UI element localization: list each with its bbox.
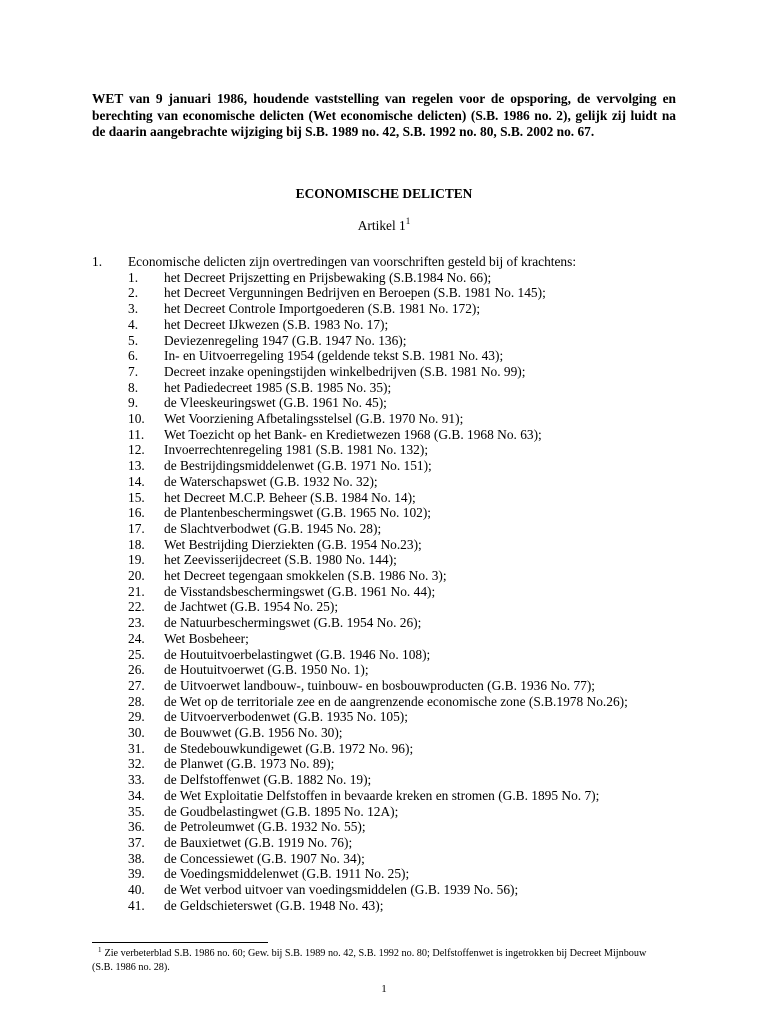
footnote [92,947,652,975]
list-item [128,458,676,474]
list-item-number: 18. [128,536,145,552]
list-item-number: 40. [128,882,145,898]
footnote-reference[interactable]: 1 [405,216,411,226]
list-item-number: 9. [128,395,139,411]
list-item [128,490,676,506]
list-item-text: de Waterschapswet (G.B. 1932 No. 32); [164,473,378,489]
list-item-number: 38. [128,850,145,866]
list-item-text: Invoerrechtenregeling 1981 (S.B. 1981 No. 132); [164,442,429,458]
list-item [128,395,676,411]
list-item-text: de Houtuitvoerbelastingwet (G.B. 1946 No. 108); [164,646,431,662]
list-item [128,427,676,443]
list-item-text: Deviezenregeling 1947 (G.B. 1947 No. 136); [164,332,407,348]
list-item [128,882,676,898]
list-item-text: de Concessiewet (G.B. 1907 No. 34); [164,850,365,866]
list-item [128,285,676,301]
list-item [128,835,676,851]
paragraph-number: 1. [92,254,103,269]
list-item [128,317,676,333]
list-item-number: 25. [128,646,145,662]
list-item-text: het Decreet IJkwezen (S.B. 1983 No. 17); [164,316,389,332]
article-label: Artikel 1 [357,218,406,233]
list-item-text: Decreet inzake openingstijden winkelbedrijven (S.B. 1981 No. 99); [164,363,526,379]
law-intro: WET van 9 januari 1986, houdende vaststelling van regelen voor de opsporing, de vervolging en berechting van economische delicten (Wet economische delicten) (S.B. 1986 no. 2), gelijk zij luidt na de daarin aangebrachte wijziging bij S.B. 1989 no. 42, S.B. 1992 no. 80, S.B. 2002 no. 67. [92,91,676,139]
list-item-text: de Natuurbeschermingswet (G.B. 1954 No. 26); [164,615,422,631]
list-item-number: 27. [128,677,145,693]
list-item-text: de Voedingsmiddelenwet (G.B. 1911 No. 25); [164,866,410,882]
list-item [128,505,676,521]
list-item-text: de Jachtwet (G.B. 1954 No. 25); [164,599,339,615]
list-item-text: de Visstandsbeschermingswet (G.B. 1961 No. 44); [164,583,436,599]
list-item-text: het Decreet Controle Importgoederen (S.B. 1981 No. 172); [164,301,481,317]
list-item [128,678,676,694]
list-item [128,568,676,584]
list-item [128,348,676,364]
list-item-number: 23. [128,615,145,631]
list-item [128,709,676,725]
list-item-text: de Wet Exploitatie Delfstoffen in bevaarde kreken en stromen (G.B. 1895 No. 7); [164,787,600,803]
list-item-text: de Stedebouwkundigewet (G.B. 1972 No. 96); [164,740,414,756]
list-item-number: 41. [128,897,145,913]
list-item [128,851,676,867]
list-item-number: 26. [128,662,145,678]
list-item [128,725,676,741]
list-item-number: 2. [128,285,139,301]
list-item [128,270,676,286]
list-item-text: de Bauxietwet (G.B. 1919 No. 76); [164,835,353,850]
list-item-number: 8. [128,379,139,395]
list-item-number: 34. [128,787,145,803]
list-item-number: 21. [128,583,145,599]
list-item-number: 37. [128,835,145,850]
list-item-number: 36. [128,819,145,835]
list-item-number: 24. [128,630,145,646]
list-item [128,584,676,600]
list-item-number: 16. [128,505,145,521]
paragraph-text: Economische delicten zijn overtredingen van voorschriften gesteld bij of krachtens: [128,254,577,269]
list-item-number: 1. [128,269,139,285]
list-item-number: 5. [128,332,139,348]
list-item [128,756,676,772]
list-item [128,552,676,568]
law-list [128,270,676,914]
list-item-text: Wet Bosbeheer; [164,630,249,646]
list-item [128,788,676,804]
list-item-number: 6. [128,348,139,364]
list-item-text: de Delfstoffenwet (G.B. 1882 No. 19); [164,772,372,788]
list-item [128,804,676,820]
list-item [128,411,676,427]
list-item-text: Wet Toezicht op het Bank- en Kredietwezen 1968 (G.B. 1968 No. 63); [164,426,542,442]
list-item [128,333,676,349]
list-item-text: Wet Voorziening Afbetalingsstelsel (G.B. 1970 No. 91); [164,411,464,427]
list-item-text: de Wet verbod uitvoer van voedingsmiddelen (G.B. 1939 No. 56); [164,882,519,898]
list-item-text: het Decreet M.C.P. Beheer (S.B. 1984 No. 14); [164,489,416,505]
list-item [128,474,676,490]
list-item [128,898,676,914]
list-item-number: 20. [128,568,145,584]
list-item-number: 13. [128,458,145,474]
list-item-text: de Bestrijdingsmiddelenwet (G.B. 1971 No. 151); [164,458,432,474]
list-item-text: het Decreet Prijszetting en Prijsbewaking (S.B.1984 No. 66); [164,269,492,285]
list-item [128,380,676,396]
list-item-number: 39. [128,866,145,882]
list-item-number: 28. [128,693,145,709]
list-item [128,364,676,380]
list-item-number: 7. [128,363,139,379]
list-item-number: 14. [128,473,145,489]
list-item-text: de Wet op de territoriale zee en de aangrenzende economische zone (S.B.1978 No.26); [164,693,628,709]
footnote-text: Zie verbeterblad S.B. 1986 no. 60; Gew. bij S.B. 1989 no. 42, S.B. 1992 no. 80; Delfstoffenwet is ingetrokken bij Decreet Mijnbouw (S.B. 1986 no. 28). [92,948,647,973]
list-item-number: 17. [128,520,145,536]
list-item-number: 31. [128,740,145,756]
list-item-text: de Plantenbeschermingswet (G.B. 1965 No. 102); [164,505,432,521]
list-item [128,662,676,678]
list-item-number: 33. [128,772,145,788]
list-item [128,615,676,631]
list-item-number: 35. [128,803,145,819]
list-item-text: het Padiedecreet 1985 (S.B. 1985 No. 35); [164,379,392,395]
list-item-text: het Zeevisserijdecreet (S.B. 1980 No. 144); [164,552,397,568]
list-item-number: 29. [128,709,145,725]
list-item-number: 4. [128,316,139,332]
list-item [128,741,676,757]
list-item-text: de Petroleumwet (G.B. 1932 No. 55); [164,819,366,835]
section-title: ECONOMISCHE DELICTEN [295,186,473,201]
list-item-text: de Goudbelastingwet (G.B. 1895 No. 12A); [164,803,399,819]
footnote-divider [92,942,268,943]
list-item [128,694,676,710]
list-item-text: de Bouwwet (G.B. 1956 No. 30); [164,725,343,741]
footnote-marker: 1 [98,946,102,954]
list-item [128,647,676,663]
list-item [128,521,676,537]
list-item-number: 10. [128,411,145,427]
list-item [128,772,676,788]
list-item-text: de Vleeskeuringswet (G.B. 1961 No. 45); [164,395,387,411]
list-item-text: de Slachtverbodwet (G.B. 1945 No. 28); [164,520,382,536]
list-item-text: de Houtuitvoerwet (G.B. 1950 No. 1); [164,662,369,678]
list-item [128,301,676,317]
article-heading [0,218,768,234]
list-item-number: 22. [128,599,145,615]
list-item-number: 19. [128,552,145,568]
list-item-text: Wet Bestrijding Dierziekten (G.B. 1954 No.23); [164,536,422,552]
list-item [128,631,676,647]
list-item-number: 15. [128,489,145,505]
page-number: 1 [381,983,387,995]
list-item-number: 3. [128,301,139,317]
list-item-text: de Uitvoerwet landbouw-, tuinbouw- en bosbouwproducten (G.B. 1936 No. 77); [164,677,596,693]
list-item [128,537,676,553]
list-item [128,866,676,882]
list-item-text: de Planwet (G.B. 1973 No. 89); [164,756,335,772]
list-item-text: de Uitvoerverbodenwet (G.B. 1935 No. 105); [164,709,408,725]
list-item-number: 11. [128,426,145,442]
list-item-text: het Decreet Vergunningen Bedrijven en Beroepen (S.B. 1981 No. 145); [164,285,546,301]
list-item-text: In- en Uitvoerregeling 1954 (geldende tekst S.B. 1981 No. 43); [164,348,504,364]
list-item-text: de Geldschieterswet (G.B. 1948 No. 43); [164,897,384,913]
list-item-text: het Decreet tegengaan smokkelen (S.B. 1986 No. 3); [164,568,447,584]
list-item-number: 30. [128,725,145,741]
list-item [128,442,676,458]
list-item [128,819,676,835]
list-item [128,599,676,615]
list-item-number: 32. [128,756,145,772]
list-item-number: 12. [128,442,145,458]
